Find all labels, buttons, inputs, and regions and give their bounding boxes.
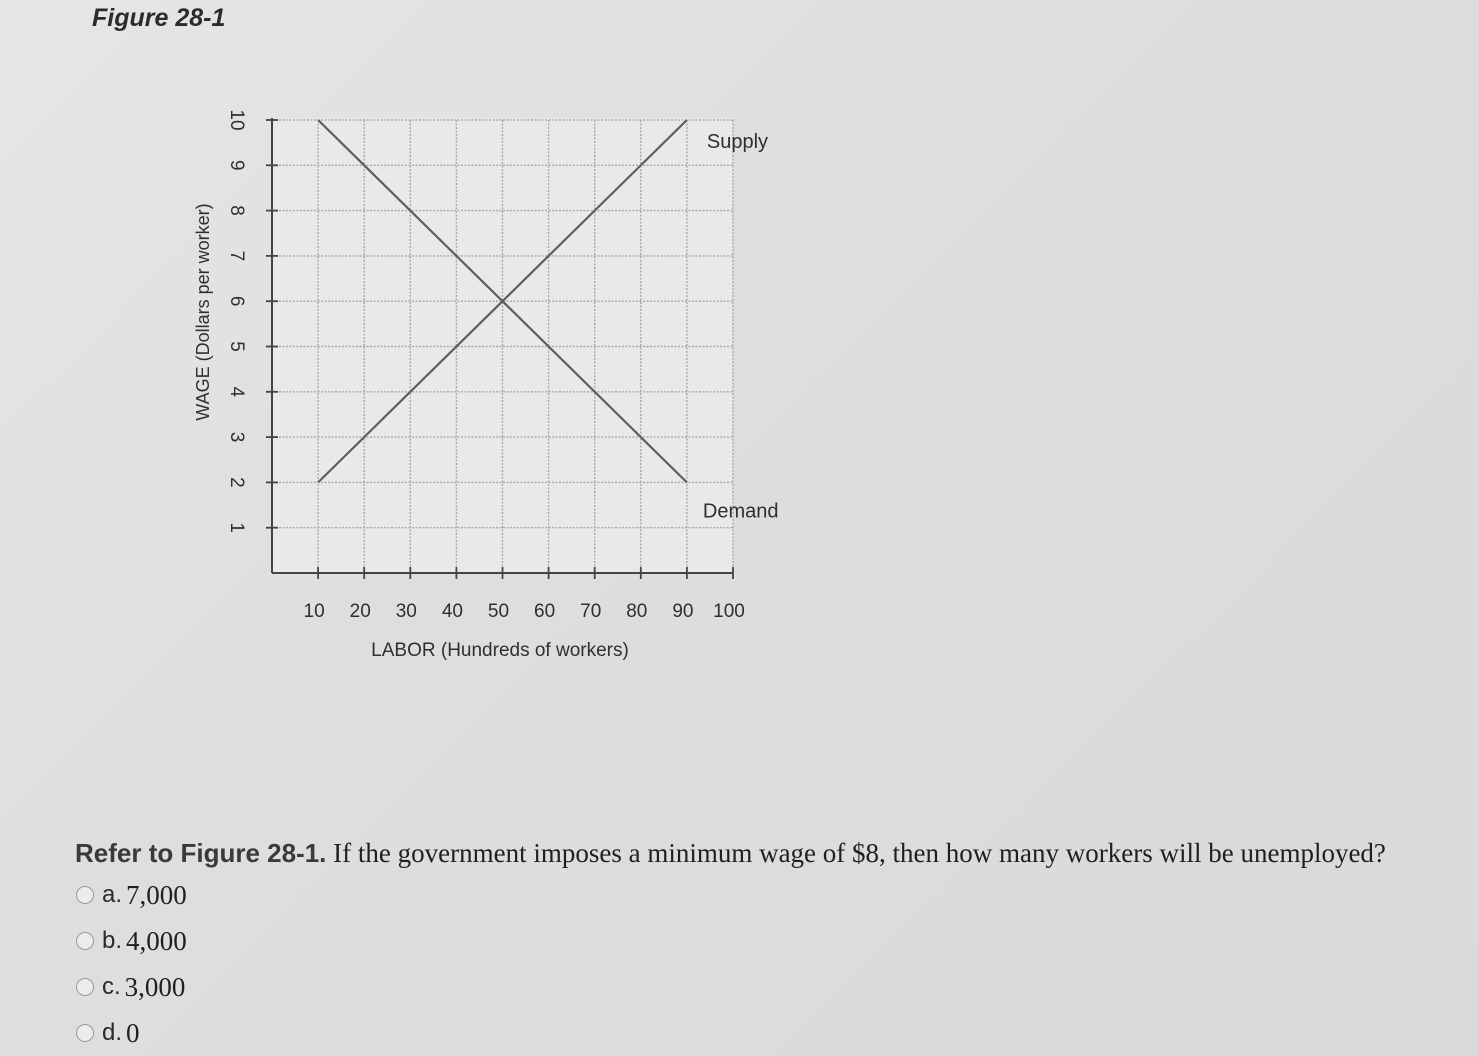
option-letter: c.: [102, 973, 121, 1000]
option-c[interactable]: [76, 964, 187, 1010]
y-tick-label: 1: [225, 522, 247, 533]
x-tick-label: 50: [487, 601, 510, 622]
x-tick-label: 100: [713, 601, 745, 622]
option-b[interactable]: [76, 918, 187, 964]
y-tick-label: 5: [225, 341, 247, 352]
option-letter: a.: [102, 881, 123, 908]
y-tick-label: 9: [225, 160, 247, 171]
y-tick-label: 4: [225, 386, 247, 398]
option-value: 0: [126, 1017, 140, 1048]
supply-label: Supply: [706, 131, 769, 153]
y-tick-label: 3: [225, 431, 247, 443]
x-tick-label: 80: [626, 601, 648, 622]
answer-options: [76, 872, 187, 1056]
question-body: If the government imposes a minimum wage of $8, then how many workers will be unemployed?: [326, 838, 1386, 868]
question-reference: Refer to Figure 28-1.: [75, 838, 327, 868]
x-tick-label: 40: [441, 601, 463, 622]
question-text: [75, 838, 1386, 869]
x-axis-label: LABOR (Hundreds of workers): [371, 640, 629, 661]
radio-button-d[interactable]: [76, 1024, 94, 1042]
radio-button-a[interactable]: [76, 886, 94, 904]
option-a[interactable]: [76, 872, 187, 918]
x-tick-label: 70: [580, 601, 602, 622]
y-tick-label: 7: [225, 250, 247, 262]
y-tick-label: 8: [225, 205, 247, 216]
option-value: 3,000: [124, 971, 186, 1002]
x-tick-label: 30: [395, 601, 417, 622]
option-letter: b.: [102, 927, 123, 954]
option-letter: d.: [102, 1019, 123, 1046]
option-value: 7,000: [126, 879, 187, 910]
x-tick-label: 90: [672, 601, 694, 622]
x-tick-label: 20: [349, 601, 371, 622]
radio-button-c[interactable]: [76, 978, 94, 996]
y-tick-label: 6: [225, 295, 247, 307]
y-axis-label: WAGE (Dollars per worker): [192, 203, 213, 421]
y-tick-label: 2: [225, 477, 247, 488]
x-tick-label: 10: [303, 601, 325, 622]
y-tick-label: 10: [225, 109, 247, 131]
option-value: 4,000: [126, 925, 187, 956]
radio-button-b[interactable]: [76, 932, 94, 950]
figure-title: Figure 28-1: [92, 4, 226, 32]
x-tick-label: 60: [534, 601, 556, 622]
option-d[interactable]: [76, 1010, 187, 1056]
demand-label: Demand: [702, 500, 779, 523]
